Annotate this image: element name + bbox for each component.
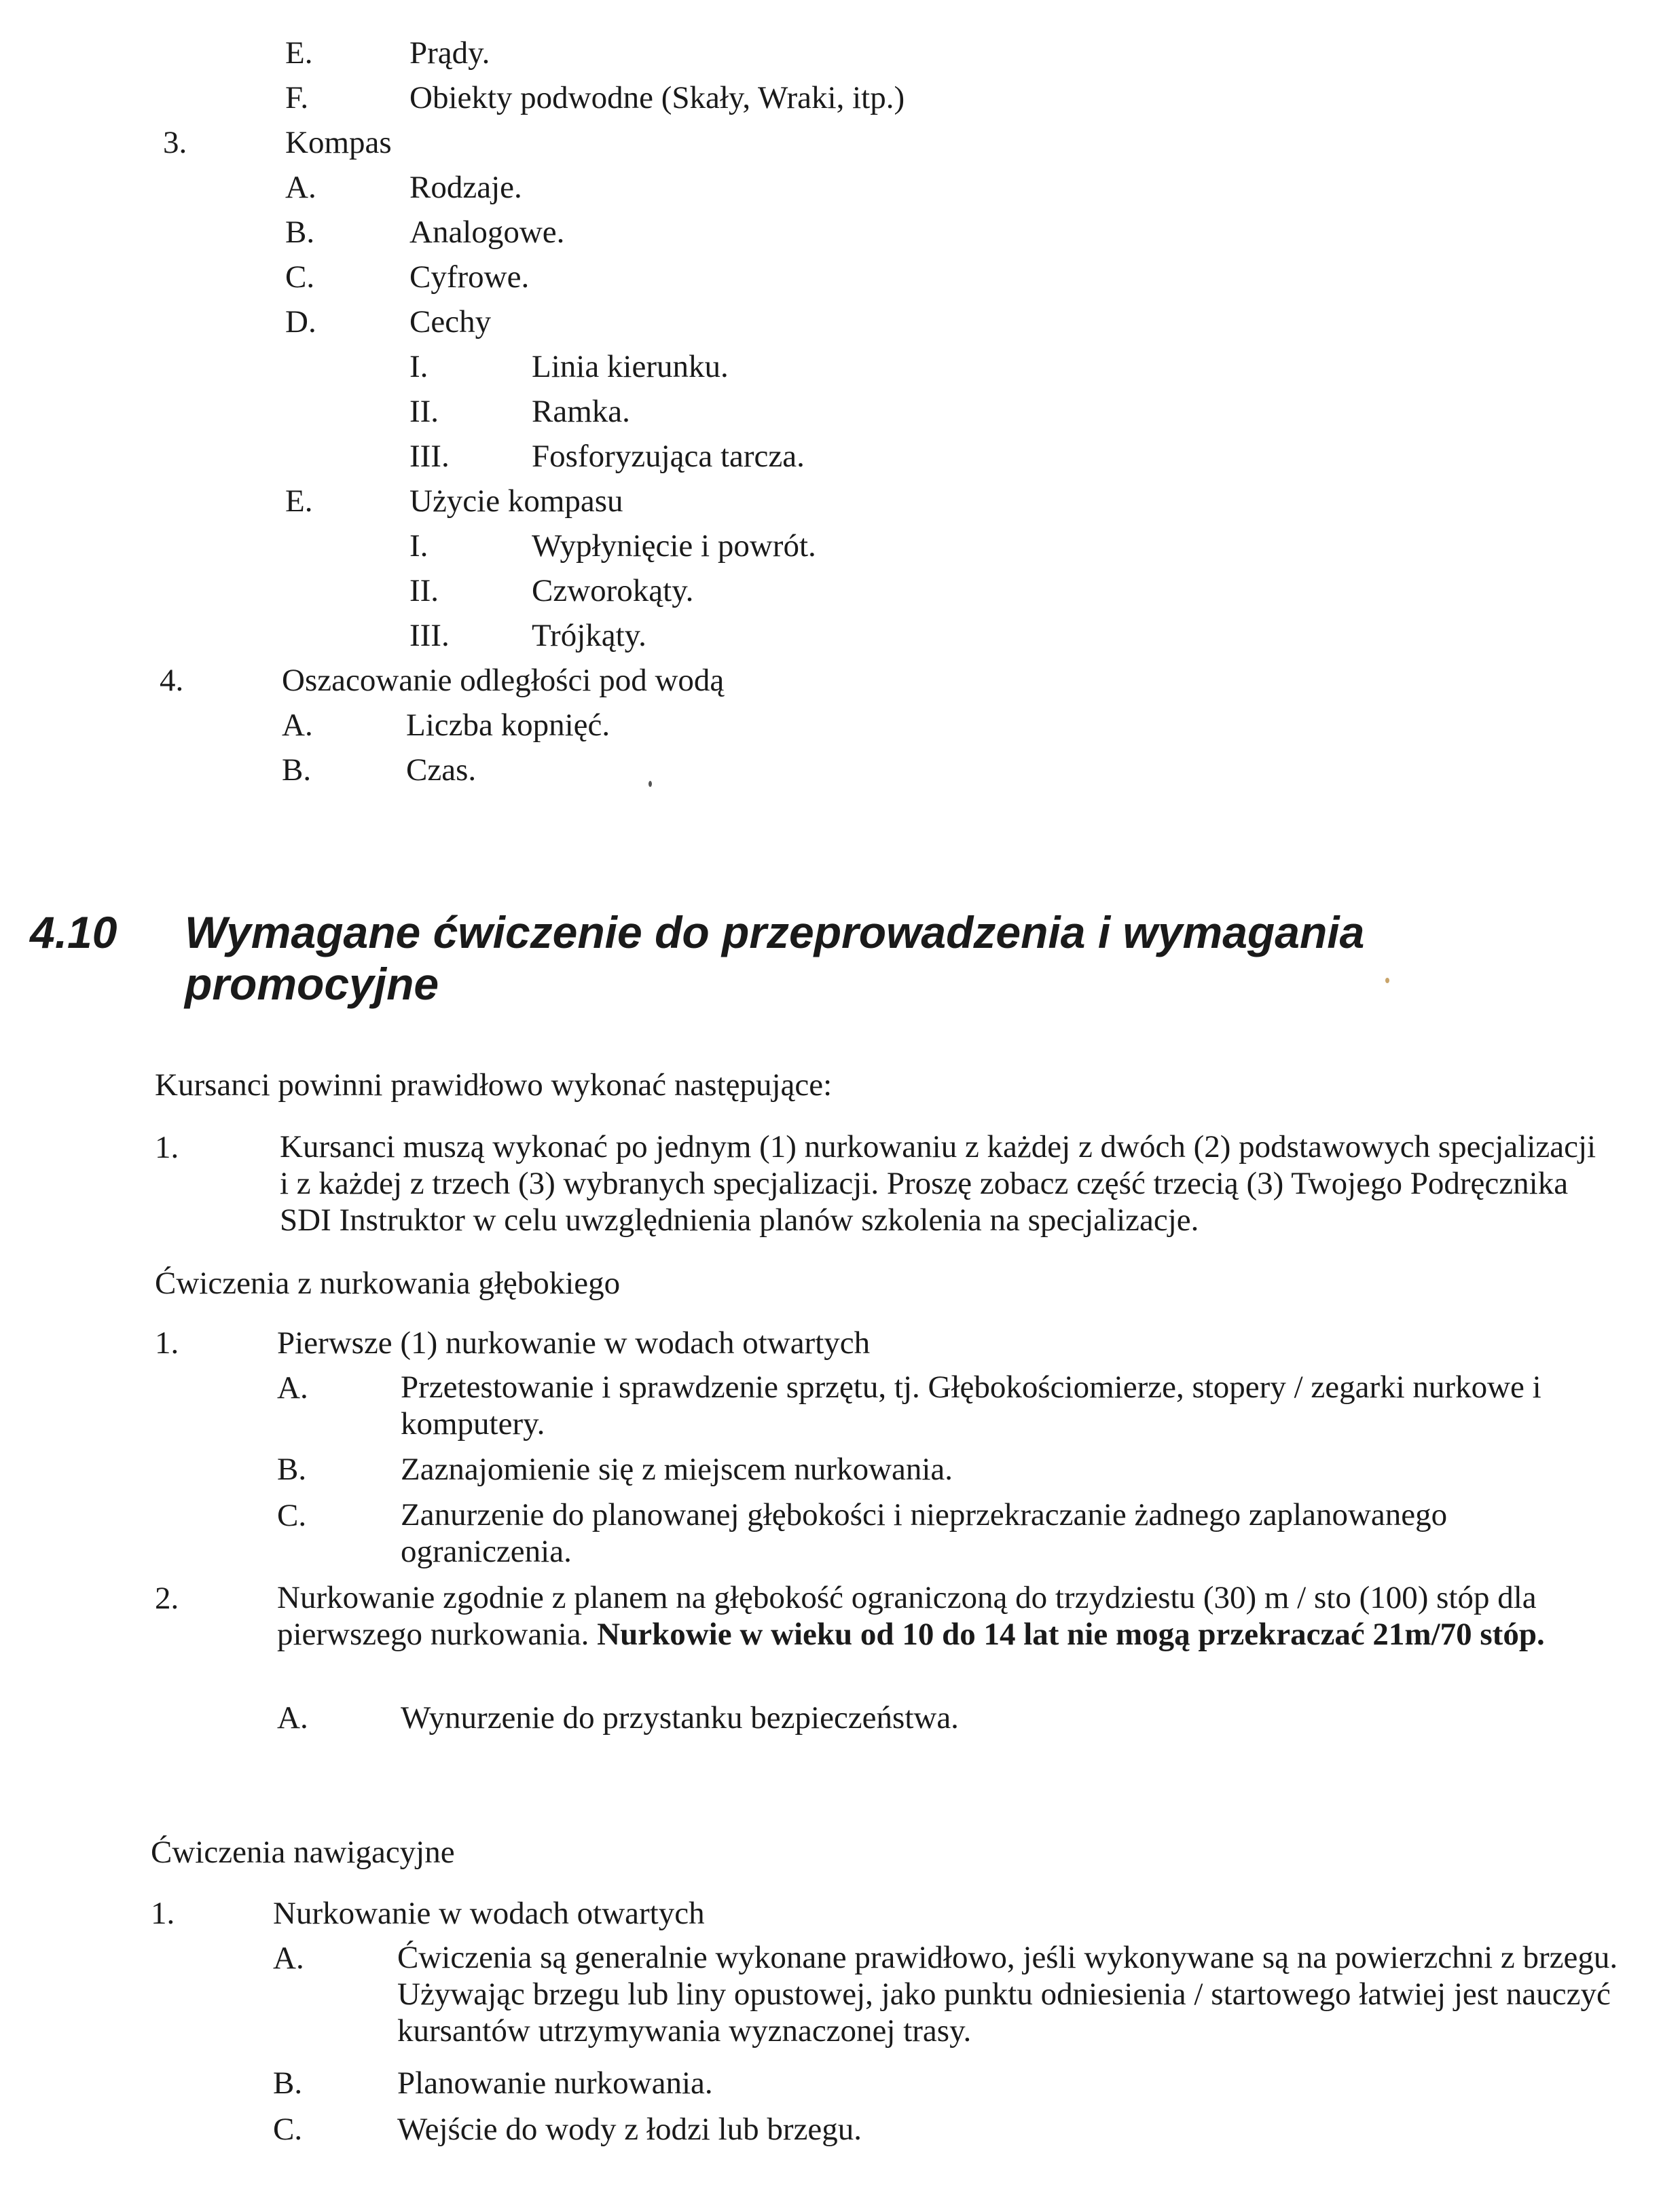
subsection-heading: Ćwiczenia z nurkowania głębokiego: [155, 1266, 621, 1301]
item-label: A.: [277, 1700, 308, 1736]
list-item: Użycie kompasu: [409, 483, 623, 519]
list-label: 3.: [163, 125, 187, 160]
item-text: Nurkowanie w wodach otwartych: [273, 1896, 705, 1931]
item-text: Pierwsze (1) nurkowanie w wodach otwartych: [277, 1325, 871, 1361]
list-item: Prądy.: [409, 35, 490, 71]
list-label: A.: [285, 170, 316, 205]
list-label: F.: [285, 80, 309, 115]
list-label: E.: [285, 35, 313, 71]
list-item: Czworokąty.: [532, 573, 694, 608]
list-label: B.: [282, 752, 312, 788]
item-text: Ćwiczenia są generalnie wykonane prawidłowo, jeśli wykonywane są na powierzchni z brzegu. Używając brzegu lub liny opustowej, jako punktu odniesienia / startowego łatwiej jest nauczyć kursantów utrzymywania wyznaczonej trasy.: [397, 1940, 1618, 2049]
item-text: Wejście do wody z łodzi lub brzegu.: [397, 2112, 862, 2147]
list-label: 4.: [160, 663, 184, 698]
list-item: Rodzaje.: [409, 170, 522, 205]
list-item: Liczba kopnięć.: [406, 708, 610, 743]
item-label: 1.: [151, 1896, 175, 1931]
item-text: [277, 1579, 1635, 1653]
item-label: B.: [273, 2065, 303, 2101]
intro-text: Kursanci powinni prawidłowo wykonać następujące:: [155, 1067, 833, 1103]
list-label: III.: [409, 618, 450, 653]
item-text-bold: Nurkowie w wieku od 10 do 14 lat nie mogą przekraczać 21m/70 stóp.: [597, 1617, 1545, 1652]
list-label: A.: [282, 708, 313, 743]
list-label: II.: [409, 573, 439, 608]
item-label: A.: [277, 1370, 308, 1406]
list-label: III.: [409, 439, 450, 474]
list-item: Cyfrowe.: [409, 259, 530, 295]
item-label: 1.: [155, 1130, 179, 1165]
item-label: 1.: [155, 1325, 179, 1361]
scan-speck: [649, 781, 652, 787]
list-item: Wypłynięcie i powrót.: [532, 528, 816, 564]
list-item: Trójkąty.: [532, 618, 646, 653]
section-number: 4.10: [30, 907, 117, 957]
list-item: Analogowe.: [409, 215, 565, 250]
item-label: B.: [277, 1452, 307, 1487]
list-item: Obiekty podwodne (Skały, Wraki, itp.): [409, 80, 905, 115]
list-label: I.: [409, 528, 428, 564]
item-label: C.: [277, 1498, 307, 1533]
section-title: Wymagane ćwiczenie do przeprowadzenia i wymagania promocyjne: [185, 907, 1365, 1009]
item-text: Zaznajomienie się z miejscem nurkowania.: [401, 1452, 953, 1487]
list-label: E.: [285, 483, 313, 519]
list-item: Fosforyzująca tarcza.: [532, 439, 805, 474]
list-item: Ramka.: [532, 394, 630, 429]
list-label: B.: [285, 215, 315, 250]
list-item: Linia kierunku.: [532, 349, 729, 384]
item-text: Wynurzenie do przystanku bezpieczeństwa.: [401, 1700, 959, 1736]
item-text: Kursanci muszą wykonać po jednym (1) nurkowaniu z każdej z dwóch (2) podstawowych specjalizacji i z każdej z trzech (3) wybranych specjalizacji. Proszę zobacz część trzecią (3) Twojego Podręcznika SDI Instruktor w celu uwzględnienia planów szkolenia na specjalizacje.: [280, 1129, 1596, 1238]
list-item: Czas.: [406, 752, 477, 788]
item-label: C.: [273, 2112, 303, 2147]
list-item: Oszacowanie odległości pod wodą: [282, 663, 725, 698]
item-text: Przetestowanie i sprawdzenie sprzętu, tj. Głębokościomierze, stopery / zegarki nurkowe i komputery.: [401, 1370, 1541, 1442]
item-text-normal: Nurkowanie zgodnie z planem na głębokość ograniczoną do trzydziestu (30) m / sto (100) stóp dla pierwszego nurkowania.: [277, 1580, 1537, 1652]
list-label: C.: [285, 259, 315, 295]
item-text: Zanurzenie do planowanej głębokości i nieprzekraczanie żadnego zaplanowanego ograniczenia.: [401, 1497, 1448, 1569]
list-item: Cechy: [409, 304, 492, 339]
list-label: I.: [409, 349, 428, 384]
item-text: Planowanie nurkowania.: [397, 2065, 713, 2101]
subsection-heading: Ćwiczenia nawigacyjne: [151, 1835, 455, 1870]
item-label: 2.: [155, 1581, 179, 1616]
list-label: II.: [409, 394, 439, 429]
list-item: Kompas: [285, 125, 392, 160]
list-label: D.: [285, 304, 316, 339]
item-label: A.: [273, 1941, 304, 1976]
